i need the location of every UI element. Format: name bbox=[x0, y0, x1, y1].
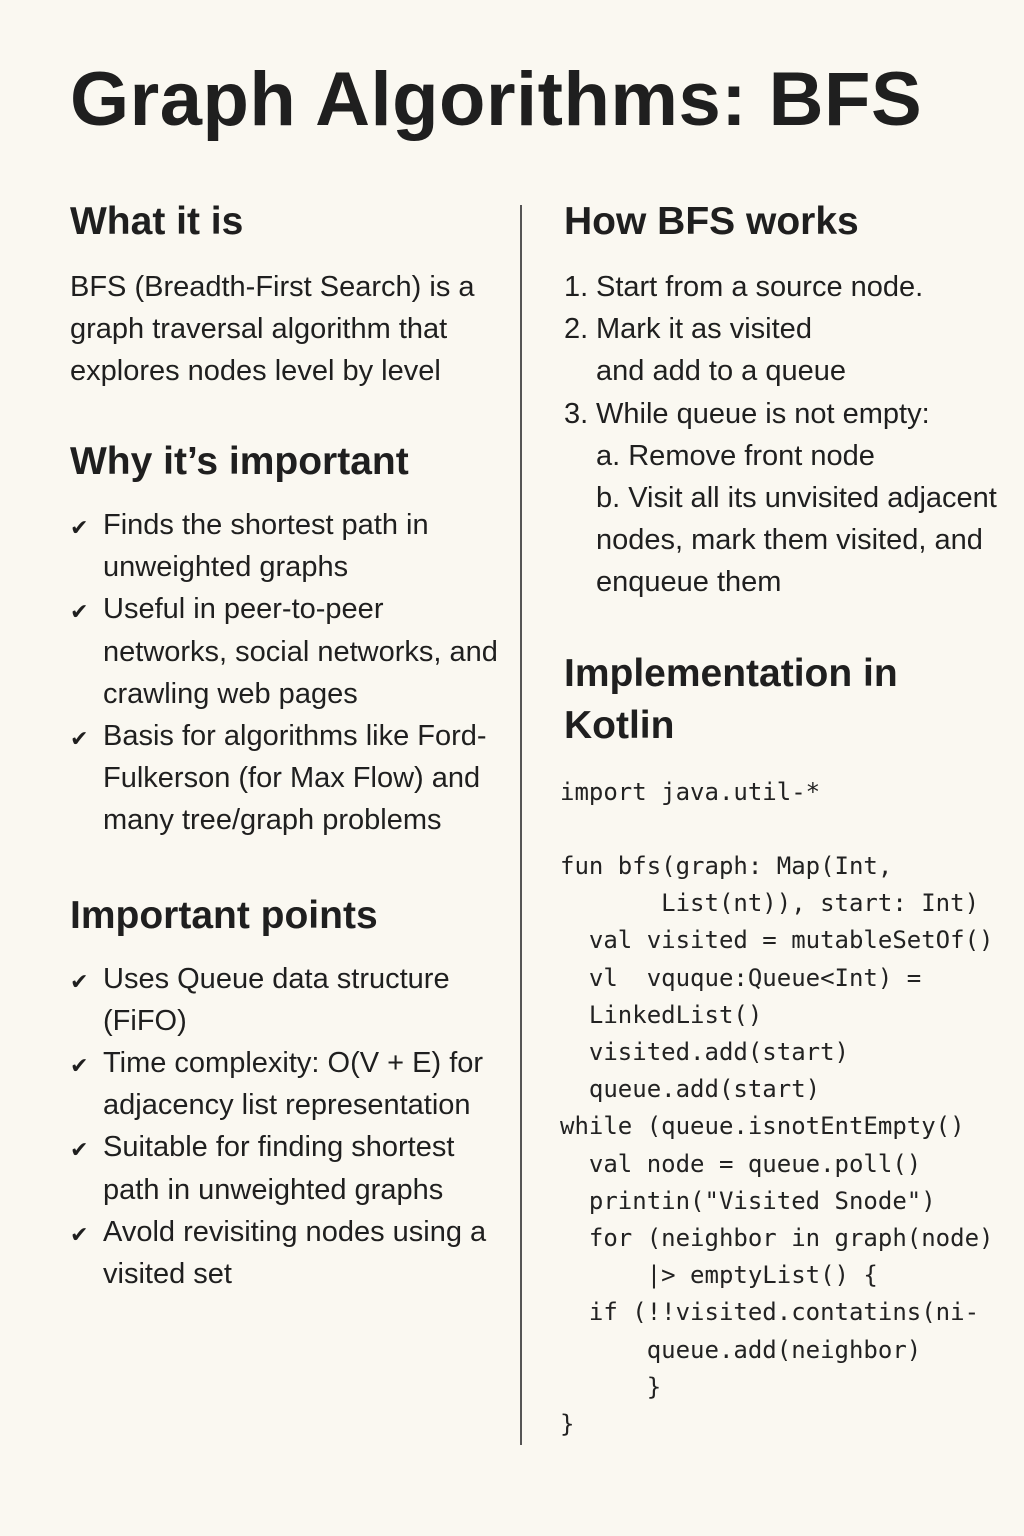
important-points-section bbox=[70, 890, 510, 1296]
what-it-is-section bbox=[70, 196, 510, 392]
right-column bbox=[560, 196, 1010, 1443]
page-title: Graph Algorithms: BFS bbox=[70, 57, 923, 142]
what-it-is-heading: What it is bbox=[70, 200, 244, 243]
how-bfs-works-section bbox=[564, 196, 1010, 604]
why-important-heading: Why it’s important bbox=[70, 440, 409, 483]
list-item bbox=[70, 588, 510, 715]
list-item-text: Finds the shortest path in unweighted graphs bbox=[103, 509, 429, 584]
list-item-text: Basis for algorithms like Ford-Fulkerson (for Max Flow) and many tree/graph problems bbox=[103, 720, 487, 837]
what-it-is-text: BFS (Breadth-First Search) is a graph traversal algorithm that explores nodes level by level bbox=[70, 271, 475, 387]
step-text: While queue is not empty: bbox=[596, 397, 930, 430]
code-block: import java.util-* fun bfs(graph: Map(Int, List(nt)), start: Int) val visited = mutableSetOf() vl vquque:Queue<Int) = LinkedList() visited.add(start) queue.add(start) while (queue.isnotEntEmpty() val node = queue.poll() printin("Visited Snode") for (neighbor in graph(node) |> emptyList() { if (!!visited.contatins(ni- queue.add(neighbor) } } bbox=[560, 777, 994, 1439]
check-icon: ✔ bbox=[70, 1221, 89, 1247]
list-item bbox=[70, 1126, 510, 1210]
how-bfs-works-heading: How BFS works bbox=[564, 200, 859, 243]
substep-b: b. Visit all its unvisited adjacent nodes, mark them visited, and enqueue them bbox=[596, 482, 997, 599]
list-item-text: Time complexity: O(V + E) for adjacency list representation bbox=[103, 1047, 484, 1122]
list-item-text: Uses Queue data structure (FiFO) bbox=[103, 962, 450, 1037]
step-item bbox=[564, 308, 1010, 392]
list-item bbox=[70, 1042, 510, 1126]
step-number: 3. bbox=[564, 397, 589, 430]
list-item-text: Suitable for finding shortest path in unweighted graphs bbox=[103, 1131, 455, 1206]
check-icon: ✔ bbox=[70, 599, 89, 625]
step-number: 2. bbox=[564, 313, 589, 346]
why-important-section bbox=[70, 436, 510, 842]
list-item bbox=[70, 958, 510, 1042]
substep-a: a. Remove front node bbox=[596, 439, 875, 472]
step-number: 1. bbox=[564, 271, 589, 303]
column-divider bbox=[520, 205, 522, 1445]
list-item bbox=[70, 715, 510, 842]
step-text: Mark it as visited bbox=[596, 313, 812, 346]
list-item-text: Useful in peer-to-peer networks, social networks, and crawling web pages bbox=[103, 593, 498, 710]
important-points-list bbox=[70, 958, 510, 1296]
check-icon: ✔ bbox=[70, 726, 89, 752]
step-item bbox=[564, 393, 1010, 604]
list-item bbox=[70, 504, 510, 588]
important-points-heading: Important points bbox=[70, 893, 378, 937]
list-item-text: Avold revisiting nodes using a visited set bbox=[103, 1215, 487, 1291]
steps-list bbox=[564, 266, 1010, 604]
step-text-continued: and add to a queue bbox=[596, 355, 846, 388]
implementation-heading: Implementation in Kotlin bbox=[564, 651, 898, 747]
step-text: Start from a source node. bbox=[596, 271, 924, 303]
check-icon: ✔ bbox=[70, 968, 89, 994]
check-icon: ✔ bbox=[70, 1137, 89, 1163]
check-icon: ✔ bbox=[70, 1053, 89, 1079]
step-item bbox=[564, 266, 1010, 308]
check-icon: ✔ bbox=[70, 515, 89, 540]
implementation-section bbox=[560, 648, 1010, 1444]
list-item bbox=[70, 1211, 510, 1295]
left-column bbox=[70, 196, 510, 1295]
why-important-list bbox=[70, 504, 510, 842]
